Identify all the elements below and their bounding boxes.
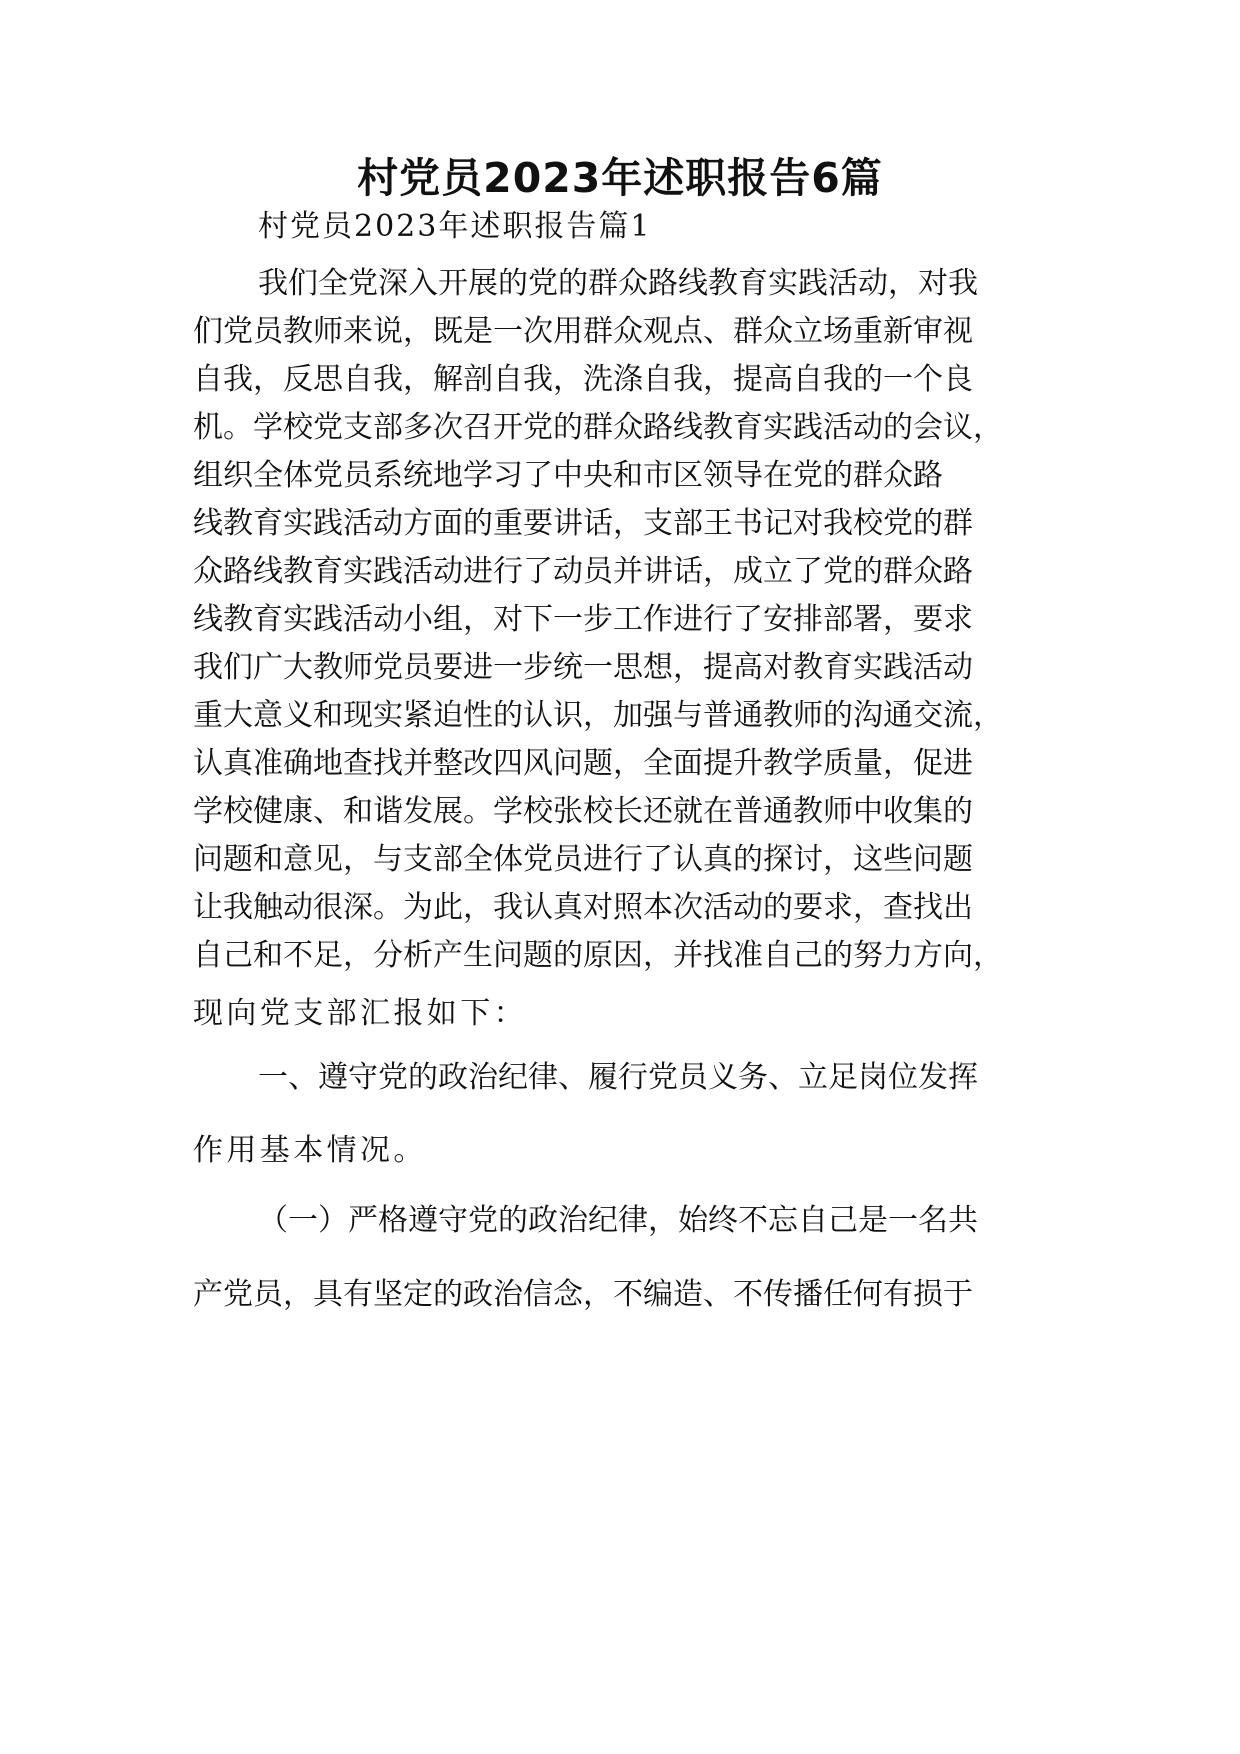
paragraph-line: 线教育实践活动方面的重要讲话，支部王书记对我校党的群 <box>193 506 973 541</box>
document-title: 村党员2023年述职报告6篇 <box>357 154 883 202</box>
section-heading-line: 作用基本情况。 <box>193 1133 427 1168</box>
paragraph-line: 重大意义和现实紧迫性的认识，加强与普通教师的沟通交流， <box>193 698 1003 733</box>
paragraph-line: 让我触动很深。为此，我认真对照本次活动的要求，查找出 <box>193 890 973 925</box>
paragraph-line: 我们全党深入开展的党的群众路线教育实践活动，对我 <box>258 266 978 301</box>
paragraph-line: 学校健康、和谐发展。学校张校长还就在普通教师中收集的 <box>193 794 973 829</box>
paragraph-line: 现向党支部汇报如下： <box>193 996 527 1031</box>
paragraph-line: 自己和不足，分析产生问题的原因，并找准自己的努力方向， <box>193 938 1003 973</box>
paragraph-line: 线教育实践活动小组，对下一步工作进行了安排部署，要求 <box>193 602 973 637</box>
paragraph-line: 组织全体党员系统地学习了中央和市区领导在党的群众路 <box>193 458 943 493</box>
subsection-line: （一）严格遵守党的政治纪律，始终不忘自己是一名共 <box>258 1203 978 1238</box>
section-heading-line: 一、遵守党的政治纪律、履行党员义务、立足岗位发挥 <box>258 1060 978 1095</box>
paragraph-line: 产党员，具有坚定的政治信念，不编造、不传播任何有损于 <box>193 1277 973 1312</box>
section-heading: 村党员2023年述职报告篇1 <box>258 209 652 244</box>
paragraph-line: 认真准确地查找并整改四风问题，全面提升教学质量，促进 <box>193 746 973 781</box>
paragraph-line: 众路线教育实践活动进行了动员并讲话，成立了党的群众路 <box>193 554 973 589</box>
paragraph-line: 问题和意见，与支部全体党员进行了认真的探讨，这些问题 <box>193 842 973 877</box>
paragraph-line: 我们广大教师党员要进一步统一思想，提高对教育实践活动 <box>193 650 973 685</box>
paragraph-line: 自我，反思自我，解剖自我，洗涤自我，提高自我的一个良 <box>193 362 973 397</box>
paragraph-line: 机。学校党支部多次召开党的群众路线教育实践活动的会议， <box>193 410 1003 445</box>
paragraph-line: 们党员教师来说，既是一次用群众观点、群众立场重新审视 <box>193 314 973 349</box>
